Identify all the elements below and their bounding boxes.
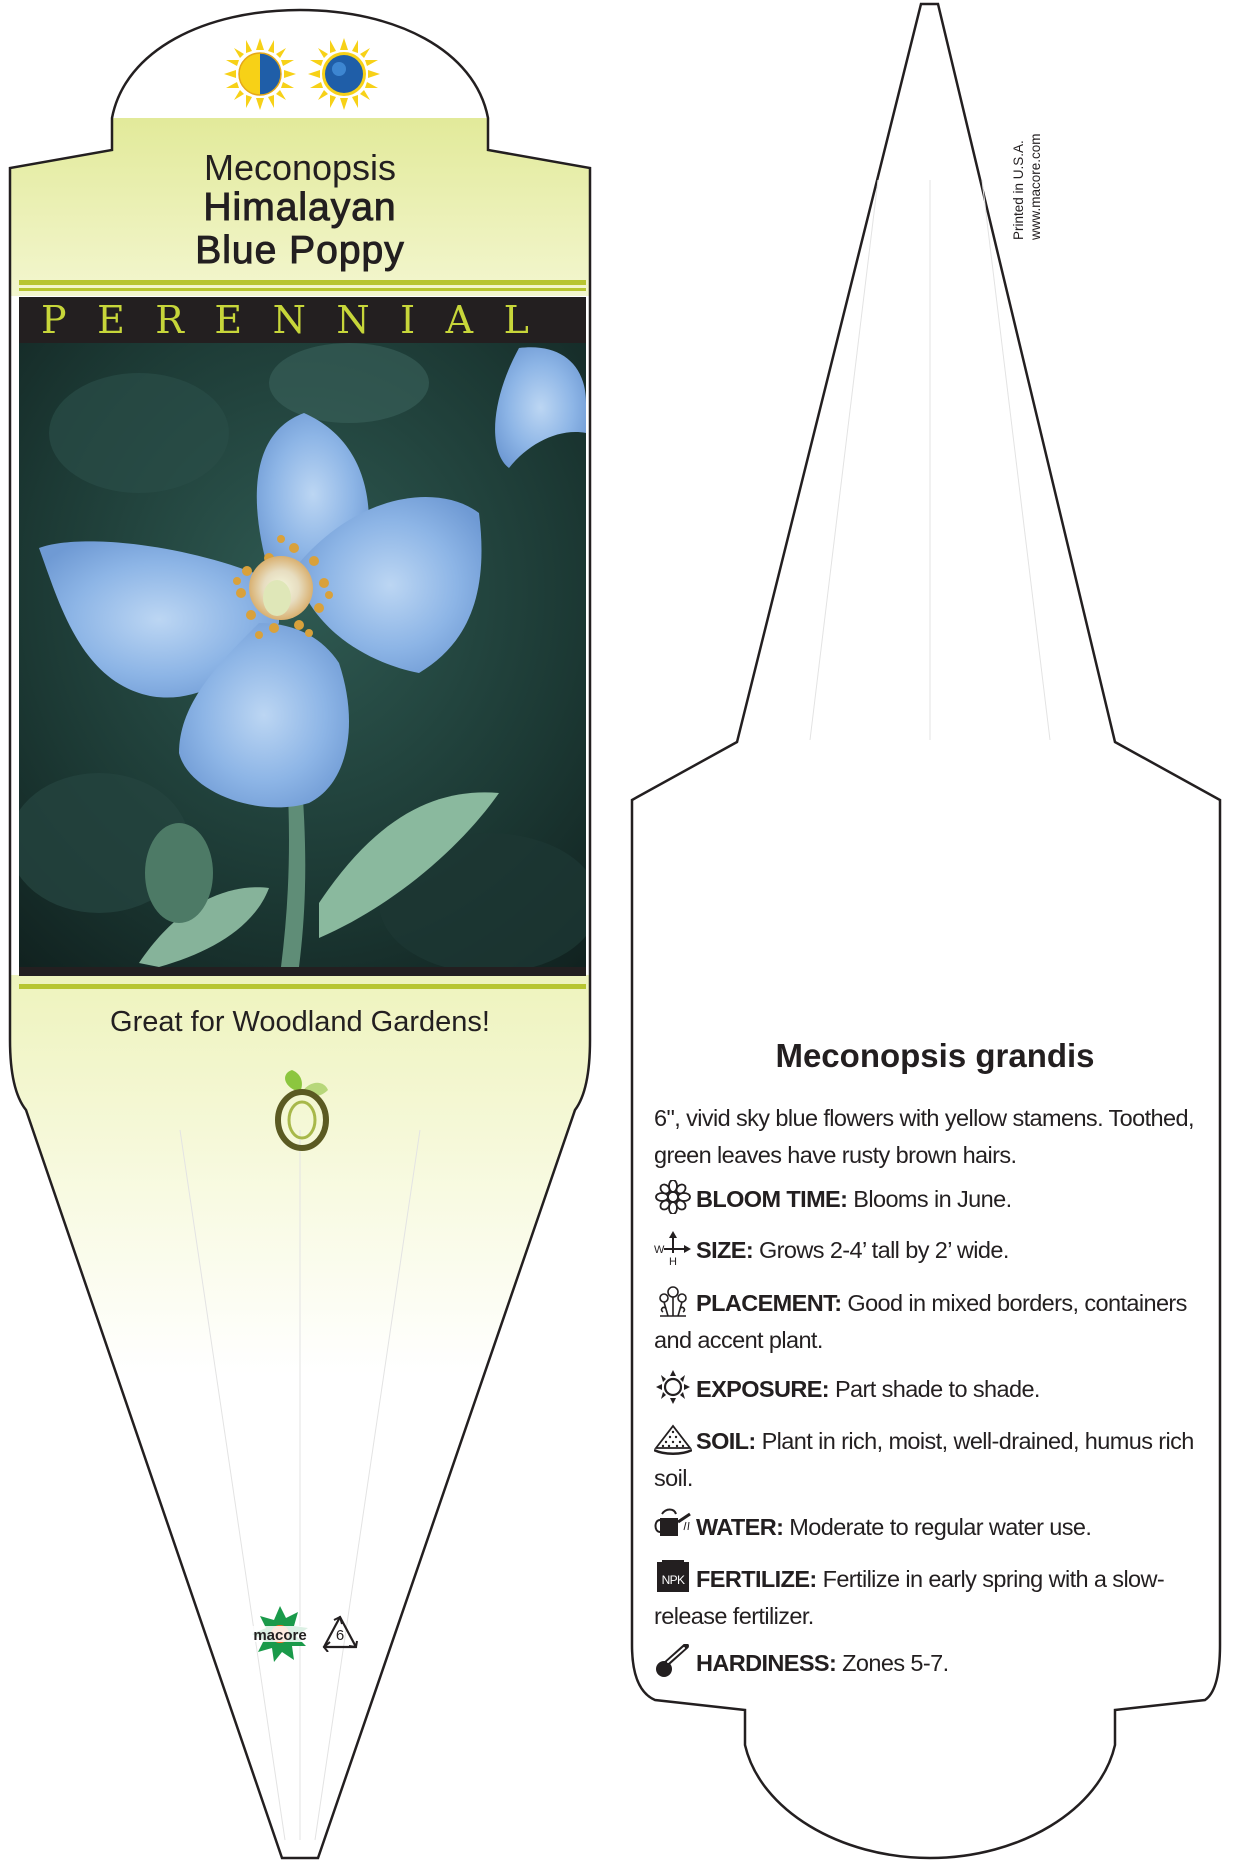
info-soil xyxy=(654,1422,1214,1497)
soil-icon xyxy=(654,1422,692,1456)
watering-can-icon xyxy=(654,1508,692,1542)
npk-icon xyxy=(654,1560,692,1594)
printed-info xyxy=(1010,10,1044,240)
flower-photo xyxy=(19,343,586,967)
placement-text: Good in mixed borders, containers and accent plant. xyxy=(654,1290,1187,1353)
info-water xyxy=(654,1508,1214,1546)
sun-exposure-icons xyxy=(222,36,382,112)
macore-logo-text: macore xyxy=(253,1627,307,1644)
info-hardiness xyxy=(654,1644,1214,1682)
plant-description: 6", vivid sky blue flowers with yellow stamens. Toothed, green leaves have rusty brown hairs. xyxy=(654,1105,1194,1168)
npk-text: NPK xyxy=(661,1573,685,1587)
lower-band xyxy=(19,984,586,989)
soil-label: SOIL: xyxy=(696,1428,756,1454)
sun-outline-icon xyxy=(654,1370,692,1404)
fertilize-label: FERTILIZE: xyxy=(696,1566,817,1592)
info-fertilize xyxy=(654,1560,1214,1635)
hardiness-label: HARDINESS: xyxy=(696,1650,837,1676)
flower-icon xyxy=(654,1180,692,1214)
printed-line2: www.macore.com xyxy=(1028,133,1043,240)
bloom-time-text: Blooms in June. xyxy=(853,1186,1012,1212)
tagline: Great for Woodland Gardens! xyxy=(110,1006,490,1038)
header-band-thin xyxy=(19,288,586,291)
info-bloom-time xyxy=(654,1180,1214,1218)
size-label: SIZE: xyxy=(696,1237,754,1263)
sprout-logo-icon xyxy=(270,1068,334,1152)
size-icon-w: W xyxy=(654,1244,664,1256)
category-bar xyxy=(19,297,586,343)
water-text: Moderate to regular water use. xyxy=(789,1514,1092,1540)
blue-poppy-image xyxy=(19,343,586,967)
hardiness-text: Zones 5-7. xyxy=(842,1650,949,1676)
exposure-text: Part shade to shade. xyxy=(834,1376,1040,1402)
info-placement xyxy=(654,1284,1214,1359)
plants-icon xyxy=(654,1284,692,1318)
size-icon-h: H xyxy=(669,1256,677,1265)
botanical-name: Meconopsis grandis xyxy=(775,1037,1095,1074)
info-size xyxy=(654,1231,1214,1269)
size-text: Grows 2-4’ tall by 2’ wide. xyxy=(759,1237,1009,1263)
photo-bottom-bar xyxy=(19,967,586,976)
front-tag xyxy=(0,0,600,1865)
size-arrows-icon xyxy=(654,1231,692,1265)
info-exposure xyxy=(654,1370,1214,1408)
bloom-time-label: BLOOM TIME: xyxy=(696,1186,848,1212)
printed-line1: Printed in U.S.A. xyxy=(1011,140,1026,240)
header-band xyxy=(19,280,586,285)
genus-name: Meconopsis xyxy=(203,147,397,188)
exposure-label: EXPOSURE: xyxy=(696,1376,830,1402)
water-label: WATER: xyxy=(696,1514,784,1540)
category-label: PERENNIAL xyxy=(41,298,560,342)
common-name-line1: Himalayan xyxy=(203,186,397,229)
thermometer-icon xyxy=(654,1644,692,1678)
fertilize-text: Fertilize in early spring with a slow-release fertilizer. xyxy=(654,1566,1165,1629)
placement-label: PLACEMENT: xyxy=(696,1290,842,1316)
full-shade-icon xyxy=(306,36,382,112)
part-sun-icon xyxy=(222,36,298,112)
soil-text: Plant in rich, moist, well-drained, humus rich soil. xyxy=(654,1428,1194,1491)
common-name-line2: Blue Poppy xyxy=(195,229,405,272)
recycle-code: 6 xyxy=(335,1627,345,1644)
